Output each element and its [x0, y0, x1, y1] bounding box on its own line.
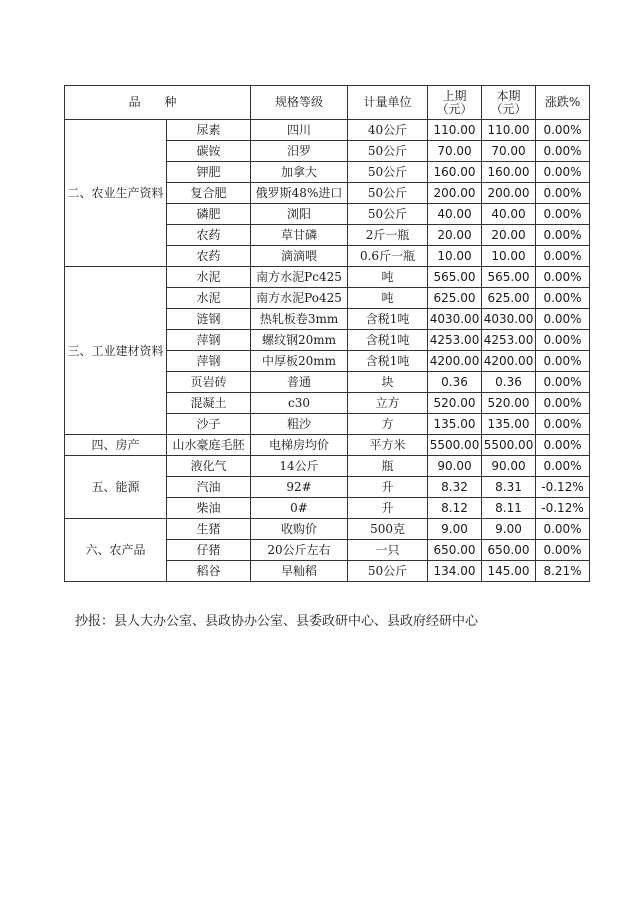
curr-price-cell: 145.00 [482, 561, 536, 582]
item-name-cell: 液化气 [167, 456, 251, 477]
curr-price-cell: 110.00 [482, 120, 536, 141]
table-header-row [65, 86, 590, 120]
unit-cell: 0.6斤一瓶 [348, 246, 428, 267]
spec-cell: 滴滴喂 [251, 246, 348, 267]
curr-price-cell: 4200.00 [482, 351, 536, 372]
unit-cell: 40公斤 [348, 120, 428, 141]
spec-cell: 加拿大 [251, 162, 348, 183]
spec-cell: 草甘磷 [251, 225, 348, 246]
prev-price-cell: 70.00 [428, 141, 482, 162]
unit-cell: 升 [348, 498, 428, 519]
table-row [65, 519, 590, 540]
curr-price-cell: 8.31 [482, 477, 536, 498]
unit-cell: 升 [348, 477, 428, 498]
item-name-cell: 柴油 [167, 498, 251, 519]
header-change: 涨跌% [536, 86, 590, 120]
prev-price-cell: 10.00 [428, 246, 482, 267]
change-cell: 0.00% [536, 372, 590, 393]
table-body [65, 120, 590, 582]
unit-cell: 一只 [348, 540, 428, 561]
prev-price-cell: 8.32 [428, 477, 482, 498]
spec-cell: 粗沙 [251, 414, 348, 435]
change-cell: 0.00% [536, 246, 590, 267]
header-prev-yuan: （元） [436, 101, 473, 116]
curr-price-cell: 650.00 [482, 540, 536, 561]
spec-cell: 早籼稻 [251, 561, 348, 582]
prev-price-cell: 4030.00 [428, 309, 482, 330]
prev-price-cell: 4200.00 [428, 351, 482, 372]
change-cell: 8.21% [536, 561, 590, 582]
item-name-cell: 稻谷 [167, 561, 251, 582]
unit-cell: 50公斤 [348, 204, 428, 225]
header-curr-label: 本期 [496, 88, 521, 103]
item-name-cell: 碳铵 [167, 141, 251, 162]
prev-price-cell: 8.12 [428, 498, 482, 519]
table-row [65, 456, 590, 477]
curr-price-cell: 8.11 [482, 498, 536, 519]
price-table [64, 85, 590, 582]
spec-cell: 电梯房均价 [251, 435, 348, 456]
curr-price-cell: 0.36 [482, 372, 536, 393]
spec-cell: 20公斤左右 [251, 540, 348, 561]
spec-cell: 汨罗 [251, 141, 348, 162]
spec-cell: 螺纹钢20mm [251, 330, 348, 351]
change-cell: 0.00% [536, 120, 590, 141]
change-cell: 0.00% [536, 162, 590, 183]
curr-price-cell: 160.00 [482, 162, 536, 183]
spec-cell: c30 [251, 393, 348, 414]
curr-price-cell: 200.00 [482, 183, 536, 204]
item-name-cell: 尿素 [167, 120, 251, 141]
curr-price-cell: 90.00 [482, 456, 536, 477]
curr-price-cell: 5500.00 [482, 435, 536, 456]
category-cell: 五、能源 [65, 456, 167, 519]
change-cell: 0.00% [536, 141, 590, 162]
item-name-cell: 农药 [167, 246, 251, 267]
unit-cell: 瓶 [348, 456, 428, 477]
curr-price-cell: 565.00 [482, 267, 536, 288]
table-row [65, 435, 590, 456]
item-name-cell: 萍钢 [167, 351, 251, 372]
prev-price-cell: 0.36 [428, 372, 482, 393]
spec-cell: 四川 [251, 120, 348, 141]
item-name-cell: 萍钢 [167, 330, 251, 351]
prev-price-cell: 90.00 [428, 456, 482, 477]
unit-cell: 方 [348, 414, 428, 435]
spec-cell: 收购价 [251, 519, 348, 540]
curr-price-cell: 10.00 [482, 246, 536, 267]
unit-cell: 2斤一瓶 [348, 225, 428, 246]
unit-cell: 立方 [348, 393, 428, 414]
category-cell: 四、房产 [65, 435, 167, 456]
spec-cell: 普通 [251, 372, 348, 393]
spec-cell: 俄罗斯48%进口 [251, 183, 348, 204]
unit-cell: 50公斤 [348, 141, 428, 162]
unit-cell: 500克 [348, 519, 428, 540]
change-cell: 0.00% [536, 519, 590, 540]
change-cell: 0.00% [536, 393, 590, 414]
item-name-cell: 钾肥 [167, 162, 251, 183]
item-name-cell: 农药 [167, 225, 251, 246]
change-cell: 0.00% [536, 414, 590, 435]
unit-cell: 吨 [348, 288, 428, 309]
curr-price-cell: 135.00 [482, 414, 536, 435]
curr-price-cell: 520.00 [482, 393, 536, 414]
header-unit: 计量单位 [348, 86, 428, 120]
header-prev [428, 86, 482, 120]
unit-cell: 吨 [348, 267, 428, 288]
category-cell: 六、农产品 [65, 519, 167, 582]
category-cell: 三、工业建材资料 [65, 267, 167, 435]
unit-cell: 50公斤 [348, 183, 428, 204]
prev-price-cell: 40.00 [428, 204, 482, 225]
spec-cell: 南方水泥Po425 [251, 288, 348, 309]
item-name-cell: 水泥 [167, 267, 251, 288]
prev-price-cell: 110.00 [428, 120, 482, 141]
header-curr-yuan: （元） [490, 101, 527, 116]
change-cell: -0.12% [536, 498, 590, 519]
prev-price-cell: 134.00 [428, 561, 482, 582]
spec-cell: 中厚板20mm [251, 351, 348, 372]
curr-price-cell: 625.00 [482, 288, 536, 309]
item-name-cell: 磷肥 [167, 204, 251, 225]
spec-cell: 92# [251, 477, 348, 498]
prev-price-cell: 20.00 [428, 225, 482, 246]
prev-price-cell: 135.00 [428, 414, 482, 435]
change-cell: 0.00% [536, 288, 590, 309]
item-name-cell: 页岩砖 [167, 372, 251, 393]
change-cell: -0.12% [536, 477, 590, 498]
item-name-cell: 水泥 [167, 288, 251, 309]
spec-cell: 浏阳 [251, 204, 348, 225]
change-cell: 0.00% [536, 351, 590, 372]
unit-cell: 平方米 [348, 435, 428, 456]
prev-price-cell: 650.00 [428, 540, 482, 561]
prev-price-cell: 160.00 [428, 162, 482, 183]
item-name-cell: 混凝土 [167, 393, 251, 414]
change-cell: 0.00% [536, 204, 590, 225]
item-name-cell: 汽油 [167, 477, 251, 498]
change-cell: 0.00% [536, 183, 590, 204]
curr-price-cell: 70.00 [482, 141, 536, 162]
spec-cell: 0# [251, 498, 348, 519]
change-cell: 0.00% [536, 435, 590, 456]
table-row [65, 267, 590, 288]
curr-price-cell: 9.00 [482, 519, 536, 540]
unit-cell: 50公斤 [348, 561, 428, 582]
cc-line: 抄报：县人大办公室、县政协办公室、县委政研中心、县政府经研中心 [75, 614, 479, 629]
table-row [65, 120, 590, 141]
change-cell: 0.00% [536, 225, 590, 246]
spec-cell: 热轧板卷3mm [251, 309, 348, 330]
curr-price-cell: 40.00 [482, 204, 536, 225]
change-cell: 0.00% [536, 309, 590, 330]
curr-price-cell: 4253.00 [482, 330, 536, 351]
unit-cell: 50公斤 [348, 162, 428, 183]
header-spec: 规格等级 [251, 86, 348, 120]
item-name-cell: 仔猪 [167, 540, 251, 561]
change-cell: 0.00% [536, 267, 590, 288]
change-cell: 0.00% [536, 456, 590, 477]
prev-price-cell: 625.00 [428, 288, 482, 309]
curr-price-cell: 4030.00 [482, 309, 536, 330]
header-prev-label: 上期 [442, 88, 467, 103]
header-curr [482, 86, 536, 120]
item-name-cell: 复合肥 [167, 183, 251, 204]
prev-price-cell: 4253.00 [428, 330, 482, 351]
item-name-cell: 山水豪庭毛胚 [167, 435, 251, 456]
item-name-cell: 涟钢 [167, 309, 251, 330]
category-cell: 二、农业生产资料 [65, 120, 167, 267]
prev-price-cell: 565.00 [428, 267, 482, 288]
item-name-cell: 生猪 [167, 519, 251, 540]
unit-cell: 含税1吨 [348, 351, 428, 372]
spec-cell: 南方水泥Pc425 [251, 267, 348, 288]
prev-price-cell: 200.00 [428, 183, 482, 204]
prev-price-cell: 9.00 [428, 519, 482, 540]
unit-cell: 块 [348, 372, 428, 393]
header-variety: 品 种 [65, 86, 251, 120]
unit-cell: 含税1吨 [348, 309, 428, 330]
prev-price-cell: 5500.00 [428, 435, 482, 456]
unit-cell: 含税1吨 [348, 330, 428, 351]
change-cell: 0.00% [536, 330, 590, 351]
item-name-cell: 沙子 [167, 414, 251, 435]
prev-price-cell: 520.00 [428, 393, 482, 414]
curr-price-cell: 20.00 [482, 225, 536, 246]
spec-cell: 14公斤 [251, 456, 348, 477]
change-cell: 0.00% [536, 540, 590, 561]
